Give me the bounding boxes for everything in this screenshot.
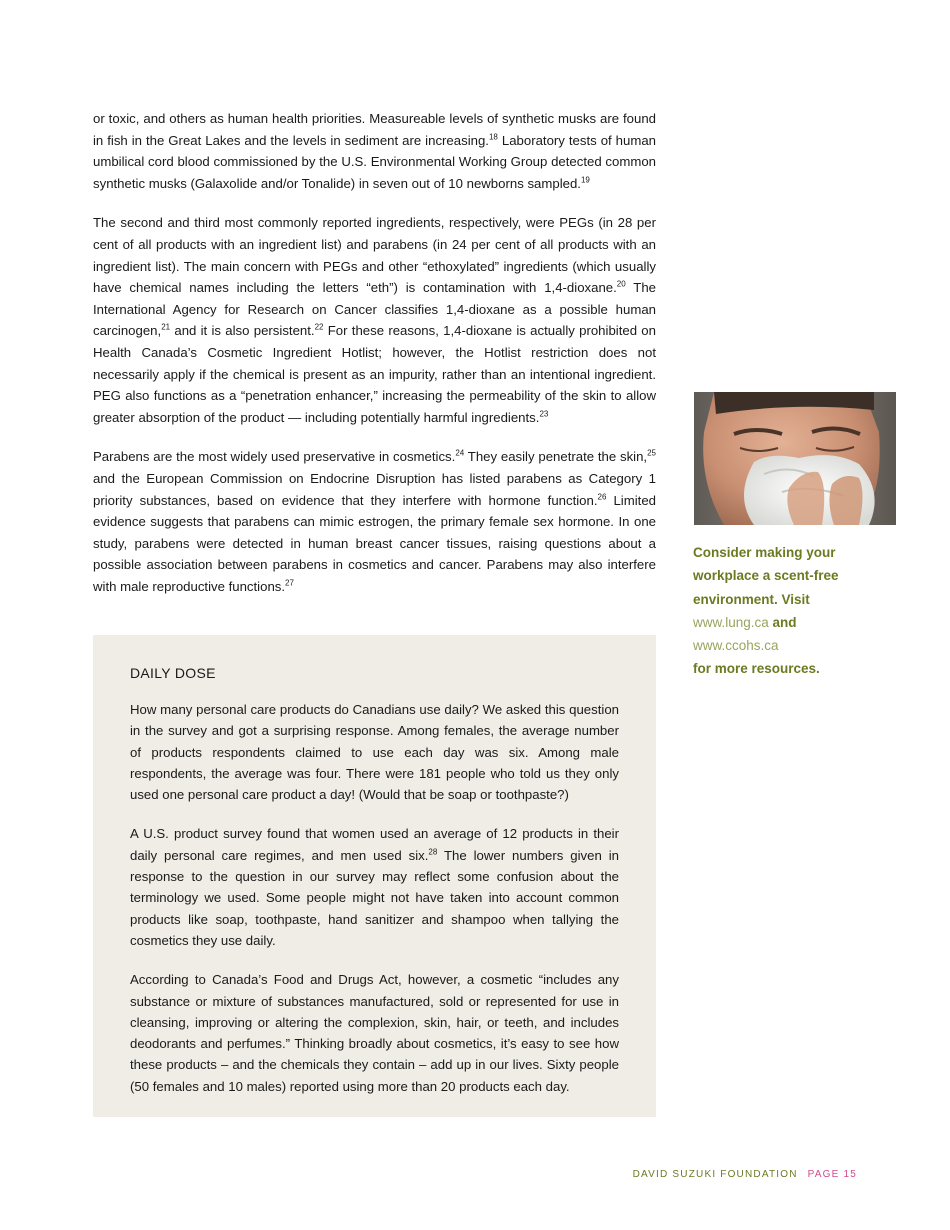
body-paragraph-musks	[93, 108, 656, 194]
box-paragraph	[130, 823, 619, 951]
ccohs-link[interactable]: www.ccohs.ca	[693, 638, 779, 654]
caption-line: for more resources.	[693, 661, 820, 677]
footnote-ref: 19	[580, 175, 590, 185]
paragraph-text: Parabens are the most widely used preservative in cosmetics.	[93, 449, 456, 465]
footnote-ref: 23	[539, 409, 549, 419]
lung-link[interactable]: www.lung.ca	[693, 614, 769, 630]
caption-text: and	[768, 614, 797, 630]
page-footer	[633, 1169, 857, 1180]
footnote-ref: 27	[285, 578, 294, 588]
caption-line	[693, 634, 893, 657]
photo-caption	[693, 541, 893, 681]
caption-line: environment. Visit	[693, 591, 810, 607]
footnote-ref: 22	[314, 322, 324, 332]
paragraph-text: or toxic, and others as human health priorities. Measureable levels of synthetic musks are found in fish in the Great Lakes and the levels in sediment are increasing.	[93, 111, 656, 148]
paragraph-text: The second and third most commonly reported ingredients, respectively, were PEGs (in 28 per cent of all products with an ingredient list) and parabens (in 24 per cent of all products with an ingredient list). The main concern with PEGs and other “ethoxylated” ingredients (which usually have chemical names including the letters “eth”) is contamination with 1,4-dioxane.	[93, 215, 656, 296]
footnote-ref: 28	[428, 847, 438, 857]
paragraph-text: Laboratory tests of human umbilical cord blood commissioned by the U.S. Environmental Working Group detected common synthetic musks (Galaxolide and/or Tonalide) in seven out of 10 newborns sampled.	[93, 132, 657, 191]
paragraph-text: Limited evidence suggests that parabens can mimic estrogen, the primary female sex hormone. In one study, parabens were detected in human breast cancer tissues, raising questions about a possible association between parabens in cosmetics and cancer. Parabens may also interfere with male reproductive functions.	[93, 492, 656, 594]
photo-illustration	[694, 392, 896, 525]
caption-line: workplace a scent-free	[693, 568, 839, 584]
box-paragraph: How many personal care products do Canadians use daily? We asked this question in the survey and got a surprising response. Among females, the average number of products respondents claimed to use each day was six. Among male respondents, the average was four. There were 181 people who told us they only used one personal care product a day! (Would that be soap or toothpaste?)	[130, 702, 619, 803]
paragraph-text: and the European Commission on Endocrine Disruption has listed parabens as Category 1 priority substances, based on evidence that they interfere with hormone function.	[93, 470, 656, 508]
footer-org: DAVID SUZUKI FOUNDATION	[632, 1169, 798, 1180]
body-paragraph-pegs	[93, 212, 656, 428]
footnote-ref: 18	[488, 132, 498, 142]
paragraph-text: They easily penetrate the skin,	[464, 449, 648, 465]
paragraph-text: The lower numbers given in response to the question in our survey may reflect some confusion about the terminology we used. Some people might not have taken into account common products like soap, toothpaste, hand sanitizer and shampoo when tallying the cosmetics they use daily.	[130, 847, 619, 948]
paragraph-text: The International Agency for Research on Cancer classifies 1,4-dioxane as a possible human carcinogen,	[93, 280, 656, 339]
paragraph-text: A U.S. product survey found that women used an average of 12 products in their daily personal care regimes, and men used six.	[130, 826, 619, 863]
caption-line: Consider making your	[693, 545, 836, 560]
footnote-ref: 20	[616, 279, 626, 289]
paragraph-text: For these reasons, 1,4-dioxane is actually prohibited on Health Canada’s Cosmetic Ingredient Hotlist; however, the Hotlist restriction does not necessarily apply if the chemical is present as an impurity, rather than an intentional ingredient. PEG also functions as a “penetration enhancer,” increasing the permeability of the skin to allow greater absorption of the product — including potentially harmful ingredients.	[93, 323, 656, 425]
footnote-ref: 24	[455, 448, 465, 458]
sneezing-man-photo	[694, 392, 896, 525]
page-number: PAGE 15	[807, 1169, 857, 1180]
box-heading: DAILY DOSE	[130, 665, 216, 681]
box-paragraph: According to Canada’s Food and Drugs Act, however, a cosmetic “includes any substance or mixture of substances manufactured, sold or represented for use in cleansing, improving or altering the complexion, skin, hair, or teeth, and includes deodorants and perfumes.” Thinking broadly about cosmetics, it’s easy to see how these products – and the chemicals they contain – add up in our lives. Sixty people (50 females and 10 males) reported using more than 20 products each day.	[130, 972, 619, 1094]
footnote-ref: 26	[597, 492, 607, 502]
paragraph-text: and it is also persistent.	[170, 323, 315, 339]
caption-line	[693, 611, 893, 634]
daily-dose-box	[93, 635, 656, 1117]
body-paragraph-parabens	[93, 446, 656, 597]
main-column	[93, 108, 656, 615]
footnote-ref: 25	[647, 448, 657, 458]
footnote-ref: 21	[161, 322, 171, 332]
